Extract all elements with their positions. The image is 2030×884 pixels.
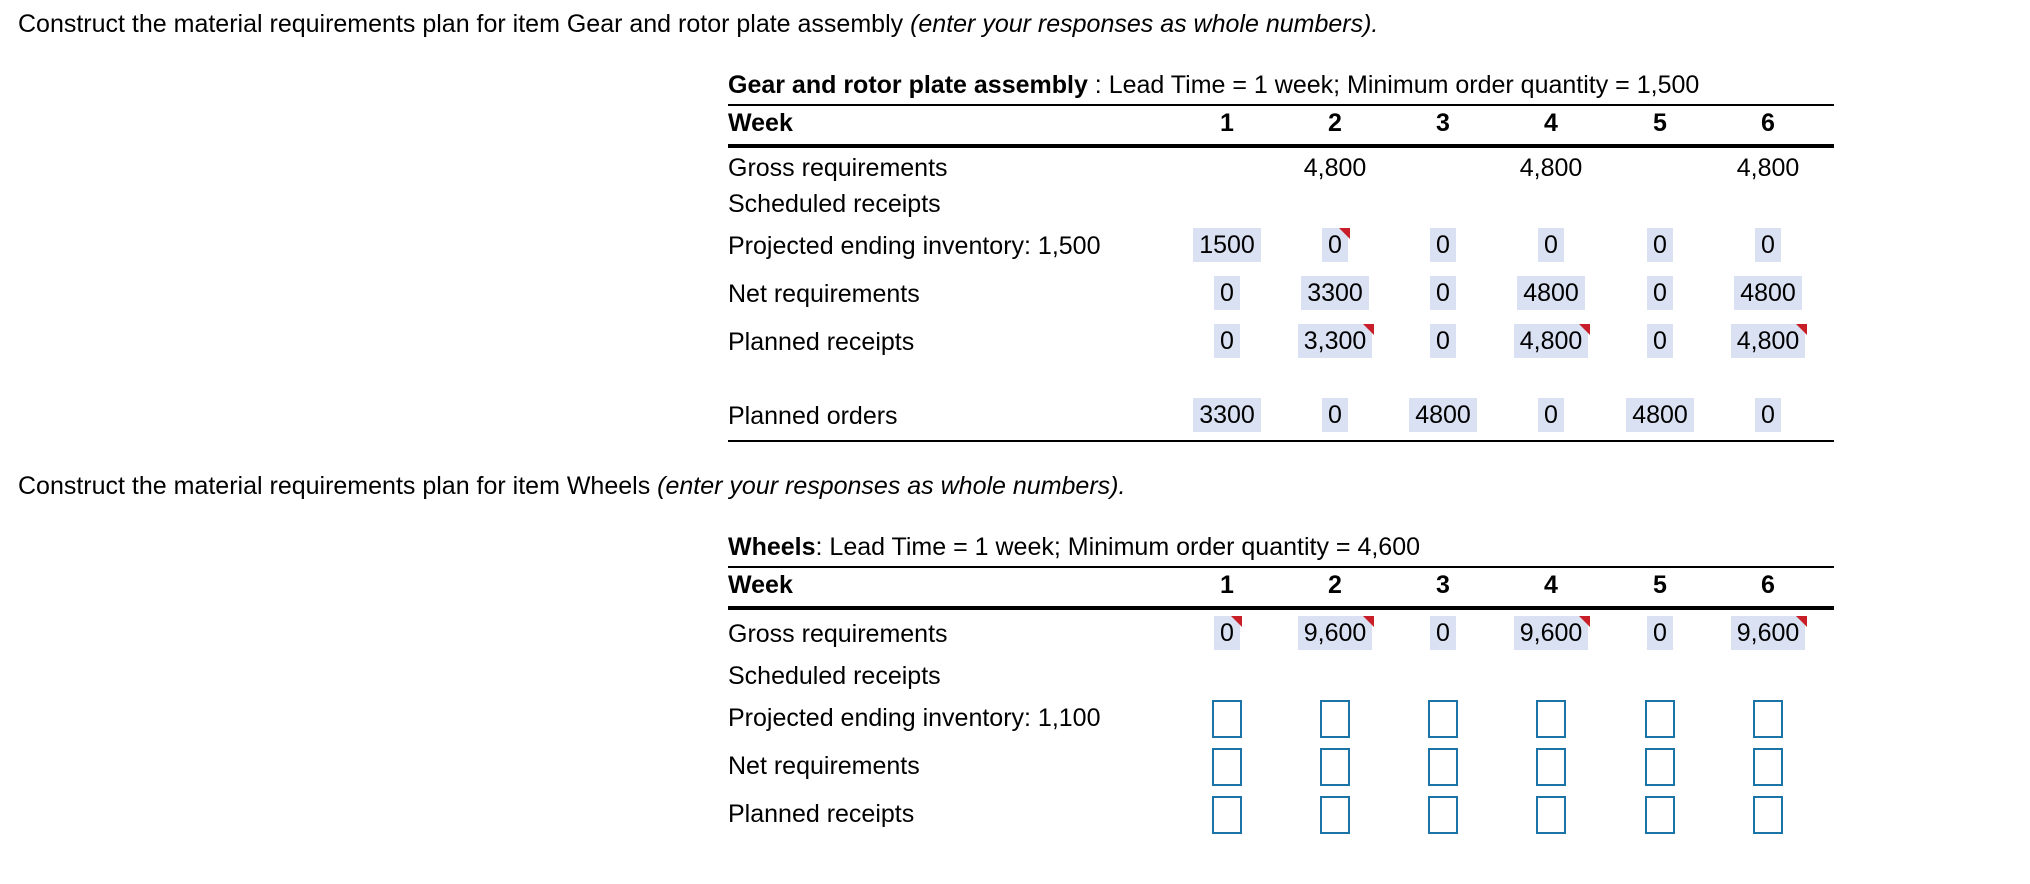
row-label: Planned receipts: [728, 328, 915, 356]
week-header-4: 4: [1544, 571, 1558, 599]
scheduled-receipts-row: [728, 186, 1834, 224]
row-label: Projected ending inventory: 1,500: [728, 232, 1101, 260]
projected-inv-week-5[interactable]: 0: [1647, 228, 1673, 262]
planned-receipts-row: [728, 792, 1834, 840]
net-req-week-2[interactable]: 3300: [1301, 276, 1369, 310]
projected-inv-week-6[interactable]: 0: [1755, 228, 1781, 262]
planned-receipts-input-week-1[interactable]: [1212, 796, 1242, 834]
row-label: Gross requirements: [728, 154, 948, 182]
gross-req-week-2[interactable]: 9,600: [1298, 616, 1373, 650]
planned-receipts-week-2[interactable]: 3,300: [1298, 324, 1373, 358]
net-req-week-3[interactable]: 0: [1430, 276, 1456, 310]
planned-receipts-week-6[interactable]: 4,800: [1731, 324, 1806, 358]
projected-inv-input-week-3[interactable]: [1428, 700, 1458, 738]
table-title-details: : Lead Time = 1 week; Minimum order quantity = 4,600: [815, 533, 1421, 561]
week-header-1: 1: [1220, 571, 1234, 599]
projected-inv-week-3[interactable]: 0: [1430, 228, 1456, 262]
net-req-input-week-3[interactable]: [1428, 748, 1458, 786]
mrp-table-wheels: [728, 528, 1834, 840]
week-header-3: 3: [1436, 109, 1450, 137]
week-header-5: 5: [1653, 109, 1667, 137]
net-req-input-week-6[interactable]: [1753, 748, 1783, 786]
scheduled-receipts-row: [728, 656, 1834, 696]
week-header-1: 1: [1220, 109, 1234, 137]
week-header-3: 3: [1436, 571, 1450, 599]
planned-orders-row: [728, 394, 1834, 442]
planned-orders-week-1[interactable]: 3300: [1193, 398, 1261, 432]
planned-receipts-week-4[interactable]: 4,800: [1514, 324, 1589, 358]
projected-inv-week-1[interactable]: 1500: [1193, 228, 1261, 262]
week-header-2: 2: [1328, 109, 1342, 137]
gross-req-week-6: 4,800: [1736, 154, 1800, 182]
net-requirements-row: [728, 272, 1834, 320]
planned-receipts-input-week-5[interactable]: [1645, 796, 1675, 834]
net-req-input-week-2[interactable]: [1320, 748, 1350, 786]
gross-requirements-row: [728, 610, 1834, 656]
gross-req-week-5[interactable]: 0: [1647, 616, 1673, 650]
instruction-gear: [18, 10, 1378, 39]
projected-inv-input-week-6[interactable]: [1753, 700, 1783, 738]
projected-inv-input-week-2[interactable]: [1320, 700, 1350, 738]
gross-req-week-6[interactable]: 9,600: [1731, 616, 1806, 650]
table-title-item: Gear and rotor plate assembly: [728, 71, 1088, 99]
net-req-input-week-5[interactable]: [1645, 748, 1675, 786]
table-title: [728, 528, 1834, 566]
projected-inv-input-week-4[interactable]: [1536, 700, 1566, 738]
gross-req-week-2: 4,800: [1303, 154, 1367, 182]
gross-req-week-1[interactable]: 0: [1214, 616, 1240, 650]
planned-receipts-input-week-6[interactable]: [1753, 796, 1783, 834]
row-label: Planned orders: [728, 402, 898, 430]
planned-receipts-input-week-2[interactable]: [1320, 796, 1350, 834]
planned-orders-week-4[interactable]: 0: [1538, 398, 1564, 432]
projected-inv-week-4[interactable]: 0: [1538, 228, 1564, 262]
week-header-6: 6: [1761, 109, 1775, 137]
instruction-wheels-note: (enter your responses as whole numbers).: [657, 472, 1126, 500]
row-label: Net requirements: [728, 280, 920, 308]
net-req-week-5[interactable]: 0: [1647, 276, 1673, 310]
planned-orders-week-2[interactable]: 0: [1322, 398, 1348, 432]
week-header-2: 2: [1328, 571, 1342, 599]
week-header-row: [728, 566, 1834, 610]
projected-inventory-row: [728, 696, 1834, 744]
table-title-item: Wheels: [728, 533, 816, 561]
net-req-input-week-4[interactable]: [1536, 748, 1566, 786]
week-header-label: Week: [728, 571, 793, 599]
planned-orders-week-6[interactable]: 0: [1755, 398, 1781, 432]
planned-receipts-input-week-3[interactable]: [1428, 796, 1458, 834]
instruction-gear-note: (enter your responses as whole numbers).: [910, 10, 1379, 38]
week-header-6: 6: [1761, 571, 1775, 599]
row-label: Net requirements: [728, 752, 920, 780]
planned-receipts-row: [728, 320, 1834, 394]
gross-req-week-4[interactable]: 9,600: [1514, 616, 1589, 650]
net-req-week-6[interactable]: 4800: [1734, 276, 1802, 310]
gross-requirements-row: [728, 148, 1834, 186]
row-label: Planned receipts: [728, 800, 915, 828]
planned-receipts-week-5[interactable]: 0: [1647, 324, 1673, 358]
projected-inv-input-week-5[interactable]: [1645, 700, 1675, 738]
projected-inventory-row: [728, 224, 1834, 272]
row-label: Scheduled receipts: [728, 662, 941, 690]
mrp-table-gear: [728, 66, 1834, 442]
instruction-wheels-text: Construct the material requirements plan for item Wheels: [18, 472, 658, 500]
week-header-label: Week: [728, 109, 793, 137]
projected-inv-input-week-1[interactable]: [1212, 700, 1242, 738]
table-title-details: : Lead Time = 1 week; Minimum order quantity = 1,500: [1087, 71, 1700, 99]
week-header-4: 4: [1544, 109, 1558, 137]
instruction-wheels: [18, 472, 1125, 501]
row-label: Gross requirements: [728, 620, 948, 648]
row-label: Projected ending inventory: 1,100: [728, 704, 1101, 732]
net-req-input-week-1[interactable]: [1212, 748, 1242, 786]
row-label: Scheduled receipts: [728, 190, 941, 218]
gross-req-week-3[interactable]: 0: [1430, 616, 1456, 650]
planned-receipts-week-1[interactable]: 0: [1214, 324, 1240, 358]
planned-orders-week-5[interactable]: 4800: [1626, 398, 1694, 432]
gross-req-week-4: 4,800: [1519, 154, 1583, 182]
net-req-week-4[interactable]: 4800: [1517, 276, 1585, 310]
planned-receipts-input-week-4[interactable]: [1536, 796, 1566, 834]
week-header-5: 5: [1653, 571, 1667, 599]
table-title: [728, 66, 1834, 104]
planned-receipts-week-3[interactable]: 0: [1430, 324, 1456, 358]
net-requirements-row: [728, 744, 1834, 792]
week-header-row: [728, 104, 1834, 148]
planned-orders-week-3[interactable]: 4800: [1409, 398, 1477, 432]
projected-inv-week-2[interactable]: 0: [1322, 228, 1348, 262]
net-req-week-1[interactable]: 0: [1214, 276, 1240, 310]
instruction-gear-text: Construct the material requirements plan for item Gear and rotor plate assembly: [18, 10, 911, 38]
